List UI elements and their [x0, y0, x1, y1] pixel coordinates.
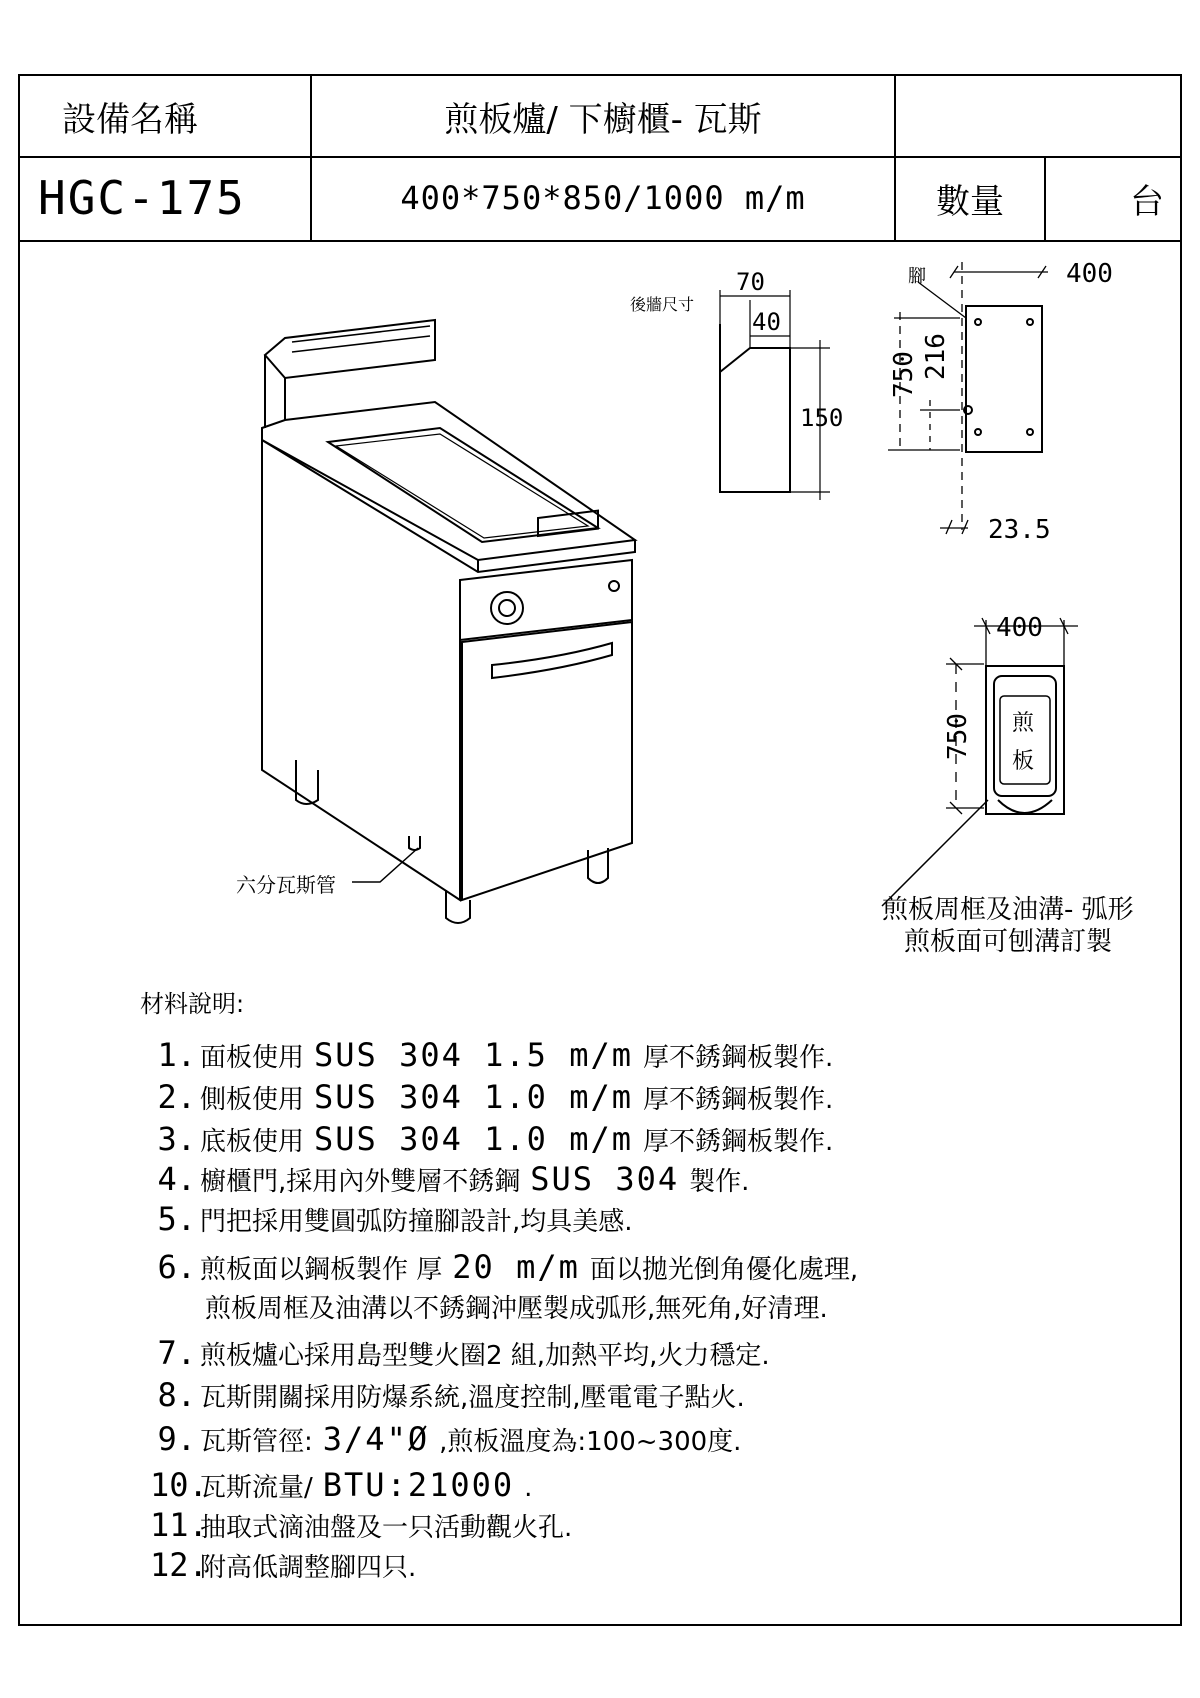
griddle-3d-view	[262, 320, 635, 923]
side-view	[964, 306, 1042, 452]
dim-side-216: 216	[921, 333, 951, 380]
name-label: 設備名稱	[62, 99, 198, 140]
note-item: 6. 煎板面以鋼板製作 厚 20 m/m 面以拋光倒角優化處理,	[157, 1248, 859, 1286]
top-view	[986, 666, 1064, 814]
note-item-6-line-2: 煎板周框及油溝以不銹鋼沖壓製成弧形,無死角,好清理.	[205, 1294, 828, 1324]
note-item: 8. 瓦斯開關採用防爆系統,溫度控制,壓電電子點火.	[157, 1376, 745, 1414]
callout-line-2: 煎板面可刨溝訂製	[904, 927, 1113, 957]
note-item: 5. 門把採用雙圓弧防撞腳設計,均具美感.	[157, 1200, 633, 1238]
qty-label: 數量	[936, 181, 1004, 222]
note-item: 9. 瓦斯管徑: 3/4"Ø ,煎板溫度為:100~300度.	[157, 1420, 742, 1458]
note-item: 2. 側板使用 SUS 304 1.0 m/m 厚不銹鋼板製作.	[157, 1078, 834, 1116]
top-char-1: 煎	[1012, 711, 1035, 736]
dim-150: 150	[800, 404, 844, 432]
note-item: 10.瓦斯流量/ BTU:21000 .	[150, 1466, 533, 1504]
back-wall-label: 後牆尺寸	[630, 295, 695, 314]
note-item: 12.附高低調整腳四只.	[150, 1546, 417, 1584]
gas-pipe-label: 六分瓦斯管	[236, 873, 336, 897]
note-item: 7. 煎板爐心採用島型雙火圈2 組,加熱平均,火力穩定.	[157, 1334, 770, 1372]
note-item: 3. 底板使用 SUS 304 1.0 m/m 厚不銹鋼板製作.	[157, 1120, 834, 1158]
callout-line-1: 煎板周框及油溝- 弧形	[882, 895, 1134, 925]
note-item: 4. 櫥櫃門,採用內外雙層不銹鋼 SUS 304 製作.	[157, 1160, 750, 1198]
callout-leader	[882, 800, 988, 906]
dim-top-400: 400	[996, 613, 1043, 643]
dim-side-23-5: 23.5	[988, 515, 1051, 545]
model-number: HGC-175	[38, 171, 246, 225]
note-item: 11.抽取式滴油盤及一只活動觀火孔.	[150, 1506, 573, 1544]
dim-top-750: 750	[943, 713, 973, 760]
notes-title: 材料說明:	[140, 990, 245, 1018]
dim-side-750: 750	[889, 351, 919, 398]
top-char-2: 板	[1012, 749, 1035, 774]
qty-unit: 台	[1130, 181, 1164, 222]
dim-40: 40	[752, 308, 781, 336]
dim-70: 70	[736, 268, 765, 296]
leg-label: 腳	[908, 266, 926, 287]
dimensions: 400*750*850/1000 m/m	[400, 179, 806, 217]
dim-side-400: 400	[1066, 259, 1113, 289]
equipment-name: 煎板爐/ 下櫥櫃- 瓦斯	[444, 99, 762, 140]
note-item: 1. 面板使用 SUS 304 1.5 m/m 厚不銹鋼板製作.	[157, 1036, 834, 1074]
